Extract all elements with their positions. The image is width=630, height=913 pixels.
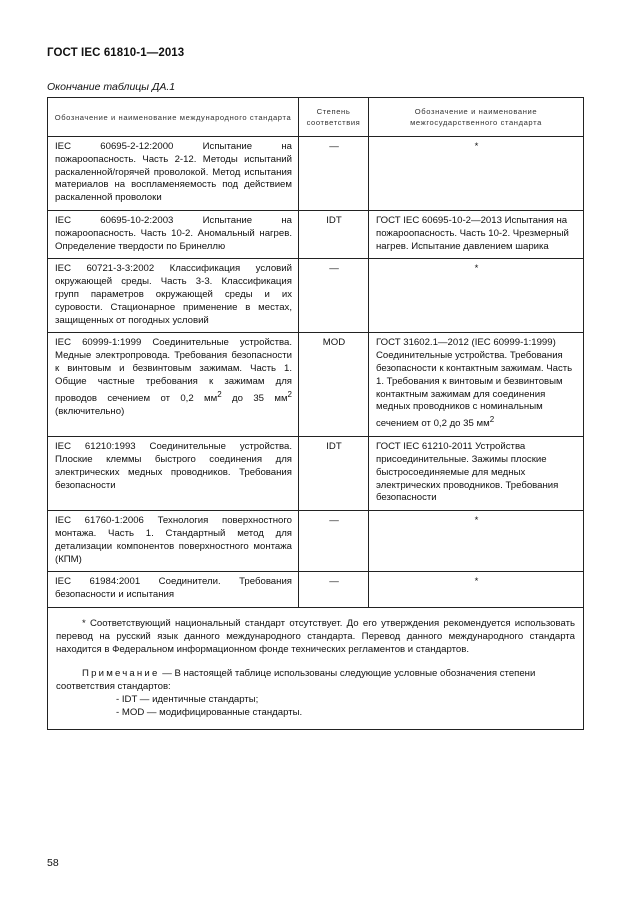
note-label: Примечание	[82, 667, 160, 679]
header-intl-standard: Обозначение и наименование международного стандарта	[48, 98, 299, 137]
interstate-standard-cell	[369, 333, 584, 437]
degree-cell: —	[299, 511, 369, 572]
degree-cell: IDT	[299, 210, 369, 258]
intl-standard-cell: IEC 61210:1993 Соединительные устройства. Плоские клеммы быстрого соединения для электрических медных проводников. Требования безопасности	[48, 437, 299, 511]
notes-row	[48, 607, 584, 729]
superscript: 2	[217, 389, 222, 399]
interstate-standard-cell: *	[369, 511, 584, 572]
table-row	[48, 259, 584, 333]
note-item-mod: - MOD — модифицированные стандарты.	[116, 706, 303, 718]
degree-cell: —	[299, 137, 369, 211]
table-header-row	[48, 98, 584, 137]
header-interstate-standard: Обозначение и наименование межгосударственного стандарта	[369, 98, 584, 137]
superscript: 2	[287, 389, 292, 399]
degree-cell: —	[299, 259, 369, 333]
intl-standard-cell: IEC 60695-2-12:2000 Испытание на пожароопасность. Часть 2-12. Методы испытаний раскаленной/горячей проволокой. Метод испытания материалов на воспламеняемость под действием раскаленной проволоки	[48, 137, 299, 211]
interstate-text: ГОСТ 31602.1—2012 (IEC 60999-1:1999) Соединительные устройства. Требования безопасности к контактным зажимам. Часть 1. Требования к винтовым и безвинтовым контактным зажимам для соединения медных проводников с номинальным сечением от 0,2 до 35 мм	[376, 337, 573, 430]
interstate-standard-cell: ГОСТ IEC 61210-2011 Устройства присоединительные. Зажимы плоские быстросоединяемые для медных электрических проводников. Требования безопасности	[369, 437, 584, 511]
standards-table	[47, 97, 584, 730]
table-caption: Окончание таблицы ДА.1	[47, 81, 176, 93]
table-row	[48, 511, 584, 572]
header-degree: Степень соответствия	[299, 98, 369, 137]
intl-standard-cell: IEC 60695-10-2:2003 Испытание на пожароопасность. Часть 10-2. Аномальный нагрев. Определение твердости по Бринеллю	[48, 210, 299, 258]
table-row	[48, 572, 584, 608]
degree-cell: IDT	[299, 437, 369, 511]
interstate-standard-cell: *	[369, 259, 584, 333]
table-row	[48, 210, 584, 258]
note-text: — В настоящей таблице использованы следующие условные обозначения степени соответствия стандартов:	[56, 667, 536, 692]
interstate-standard-cell: ГОСТ IEC 60695-10-2—2013 Испытания на пожароопасность. Часть 10-2. Чрезмерный нагрев. Испытание давлением шарика	[369, 210, 584, 258]
footnote: * Соответствующий национальный стандарт отсутствует. До его утверждения рекомендуется использовать перевод на русский язык данного международного стандарта. Перевод данного международного стандарта находится в Федеральном информационном фонде технических регламентов и стандартов.	[56, 617, 575, 655]
interstate-standard-cell: *	[369, 137, 584, 211]
degree-cell: —	[299, 572, 369, 608]
intl-text: до 35 мм	[221, 392, 288, 404]
intl-text: IEC 60999-1:1999 Соединительные устройства. Медные электропровода. Требования безопасности к винтовым и безвинтовым зажимам. Часть 1. Общие частные требования к зажимам для проводов сечением от 0,2 мм	[55, 337, 292, 404]
degree-cell: MOD	[299, 333, 369, 437]
intl-text: (включительно)	[55, 405, 125, 417]
table-row	[48, 437, 584, 511]
note-line	[56, 667, 575, 693]
intl-standard-cell: IEC 61760-1:2006 Технология поверхностного монтажа. Часть 1. Стандартный метод для детализации компонентов поверхностного монтажа (КПМ)	[48, 511, 299, 572]
table-row	[48, 137, 584, 211]
intl-standard-cell	[48, 333, 299, 437]
note-block	[56, 667, 575, 719]
document-header: ГОСТ IEC 61810-1—2013	[47, 47, 185, 59]
table-row	[48, 333, 584, 437]
notes-cell	[48, 607, 584, 729]
page-number: 58	[47, 857, 59, 869]
intl-standard-cell: IEC 60721-3-3:2002 Классификация условий окружающей среды. Часть 3-3. Классификация групп параметров окружающей среды и их суровости. Стационарное применение в местах, защищенных от погодных условий	[48, 259, 299, 333]
intl-standard-cell: IEC 61984:2001 Соединители. Требования безопасности и испытания	[48, 572, 299, 608]
superscript: 2	[489, 415, 495, 425]
interstate-standard-cell: *	[369, 572, 584, 608]
note-item-idt: - IDT — идентичные стандарты;	[116, 693, 259, 705]
